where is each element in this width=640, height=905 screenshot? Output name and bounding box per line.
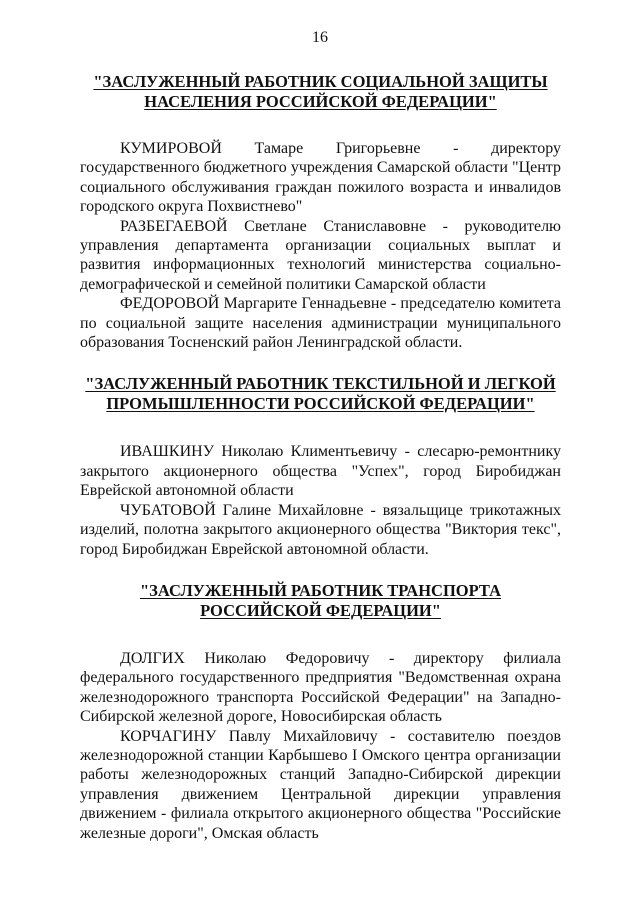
recipient-name: РАЗБЕГАЕВОЙ Светлане Станиславовне <box>120 217 427 235</box>
page-number: 16 <box>312 29 328 46</box>
award-entry <box>80 294 561 352</box>
award-section-social-protection <box>80 72 561 352</box>
section-title-line: "ЗАСЛУЖЕННЫЙ РАБОТНИК ТЕКСТИЛЬНОЙ И ЛЕГКОЙ <box>85 374 556 394</box>
section-title-line: НАСЕЛЕНИЯ РОССИЙСКОЙ ФЕДЕРАЦИИ" <box>144 92 497 111</box>
award-section-transport <box>80 581 561 843</box>
recipient-name: ДОЛГИХ Николаю Федоровичу <box>120 649 370 667</box>
award-entry <box>80 649 561 727</box>
award-section-textile-industry <box>80 374 561 558</box>
award-entry <box>80 501 561 559</box>
section-title <box>80 374 561 414</box>
recipient-position: - составителю поездов железнодорожной станции Карбышево I Омского центра организации работы железнодорожных станций Западно-Сибирской дирекции управления движением Центральной дирекции управления движением - филиала открытого акционерного общества "Российские железные дороги", Омская область <box>80 727 561 842</box>
award-entries <box>80 649 561 843</box>
section-title-line: ПРОМЫШЛЕННОСТИ РОССИЙСКОЙ ФЕДЕРАЦИИ" <box>106 394 535 414</box>
section-title <box>80 581 561 621</box>
award-entries <box>80 442 561 558</box>
recipient-name: КОРЧАГИНУ Павлу Михайловичу <box>120 727 378 745</box>
recipient-position: - директору филиала федерального государственного предприятия "Ведомственная охрана железнодорожного транспорта Российской Федерации" на Западно-Сибирской железной дороге, Новосибирская область <box>80 649 561 726</box>
recipient-position: - вязальщице трикотажных изделий, полотна закрытого акционерного общества "Виктория текс", город Биробиджан Еврейской автономной области. <box>80 501 561 558</box>
recipient-name: ФЕДОРОВОЙ Маргарите Геннадьевне <box>120 295 387 313</box>
document-body <box>80 72 561 865</box>
recipient-position: - руководителю управления департамента организации социальных выплат и развития информационных технологий министерства социально-демографической и семейной политики Самарской области <box>80 217 562 293</box>
section-title-line: "ЗАСЛУЖЕННЫЙ РАБОТНИК СОЦИАЛЬНОЙ ЗАЩИТЫ <box>93 72 548 91</box>
recipient-name: ЧУБАТОВОЙ Галине Михайловне <box>120 501 364 519</box>
recipient-position: - слесарю-ремонтнику закрытого акционерного общества "Успех", город Биробиджан Еврейской автономной области <box>80 443 561 500</box>
award-entries <box>80 139 561 352</box>
recipient-position: - председателю комитета по социальной защите населения администрации муниципального образования Тосненский район Ленинградской области. <box>80 295 562 352</box>
section-title-line: РОССИЙСКОЙ ФЕДЕРАЦИИ" <box>200 600 441 620</box>
recipient-name: КУМИРОВОЙ Тамаре Григорьевне <box>120 140 421 157</box>
award-entry <box>80 727 561 843</box>
award-entry <box>80 139 561 217</box>
award-entry <box>80 217 561 295</box>
recipient-position: - директору государственного бюджетного учреждения Самарской области "Центр социального обслуживания граждан пожилого возраста и инвалидов городского округа Похвистнево" <box>80 140 561 216</box>
award-entry <box>80 442 561 500</box>
section-title <box>80 72 561 112</box>
section-title-line: "ЗАСЛУЖЕННЫЙ РАБОТНИК ТРАНСПОРТА <box>140 580 501 600</box>
recipient-name: ИВАШКИНУ Николаю Климентьевичу <box>120 443 398 461</box>
